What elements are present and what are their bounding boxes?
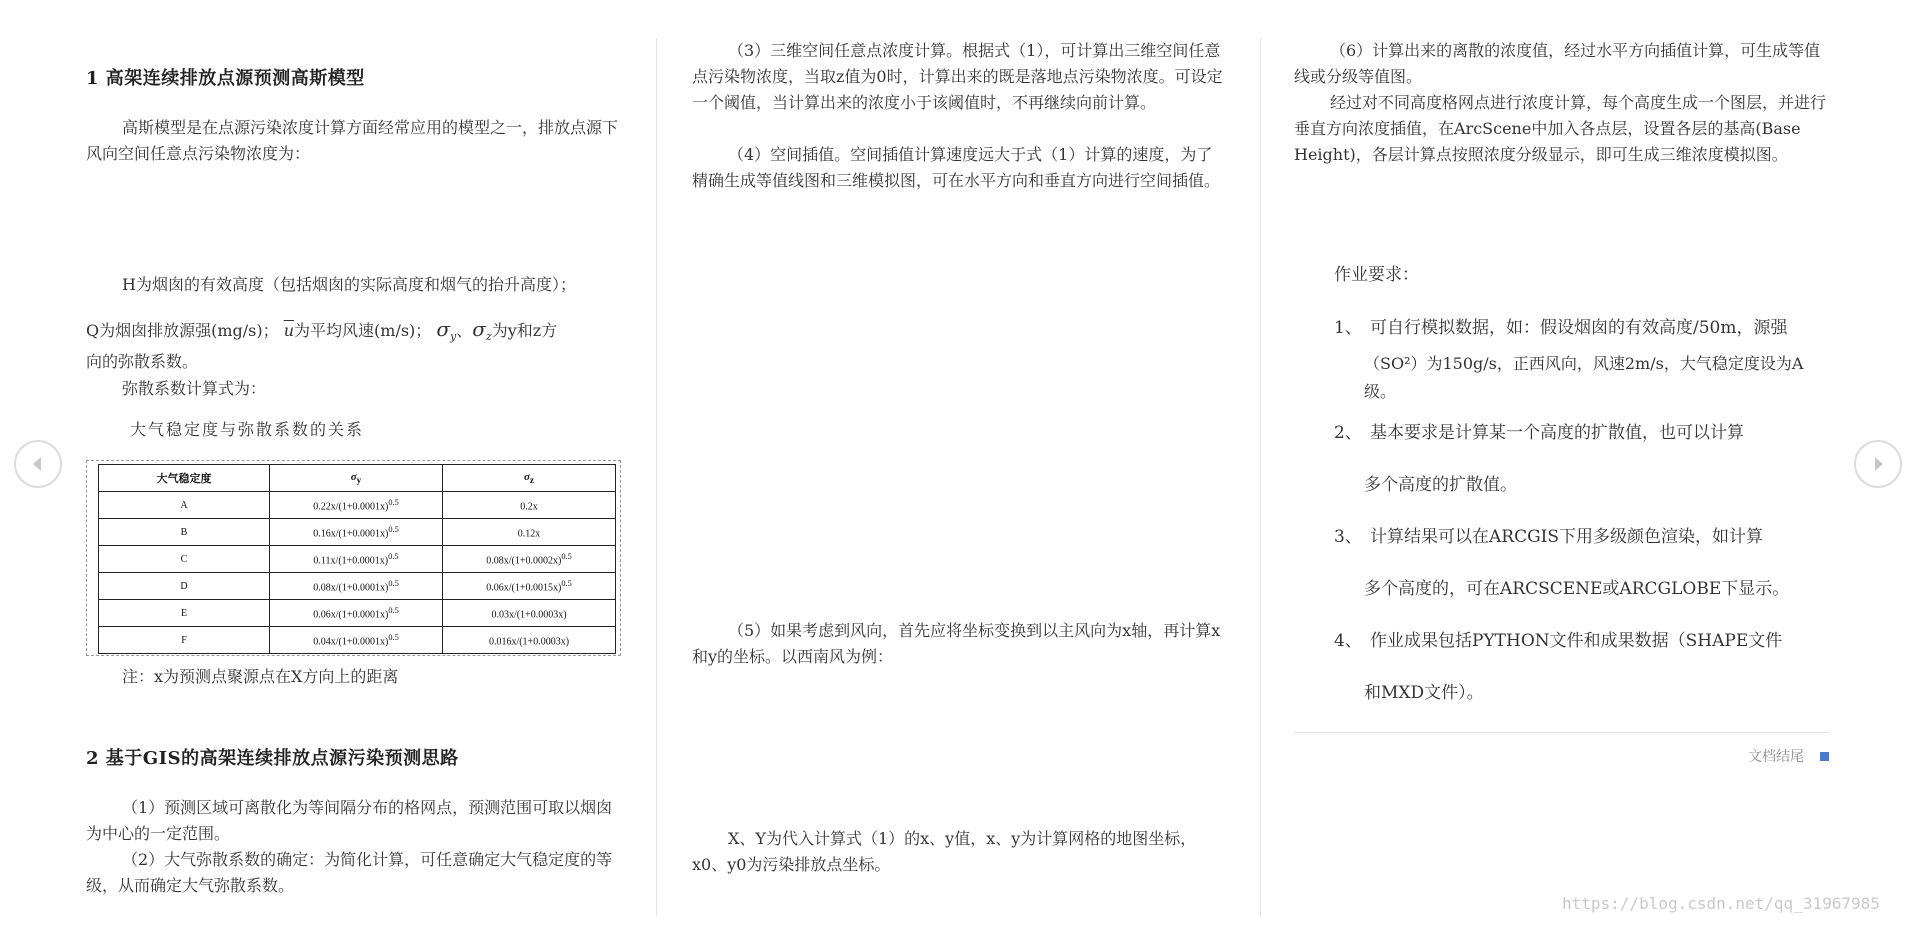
step-6-paragraph: （6）计算出来的离散的浓度值，经过水平方向插值计算，可生成等值线或分级等值图。 xyxy=(1294,41,1821,86)
h-definition: H为烟囱的有效高度（包括烟囱的实际高度和烟气的抬升高度）； xyxy=(122,275,576,294)
q-definition-cont: 向的弥散系数。 xyxy=(86,352,199,371)
page-column-1 xyxy=(86,0,622,926)
section-heading-1: 1 高架连续排放点源预测高斯模型 xyxy=(86,68,365,89)
step-1-paragraph: （1）预测区域可离散化为等间隔分布的格网点，预测范围可取以烟囱为中心的一定范围。 xyxy=(86,798,613,843)
table-row: D $0.08x/(1+0.0001x)^{0.5}$ $0.06x/(1+0.0015x)^{0.5}$ xyxy=(99,573,616,600)
requirements-title: 作业要求： xyxy=(1334,265,1419,285)
step-4-paragraph: （4）空间插值。空间插值计算速度远大于式（1）计算的速度，为了精确生成等值线图和三维模拟图，可在水平方向和垂直方向进行空间插值。 xyxy=(692,145,1221,190)
formula-intro: 弥散系数计算式为： xyxy=(122,379,267,398)
intro-paragraph: 高斯模型是在点源污染浓度计算方面经常应用的模型之一，排放点源下风向空间任意点污染物浓度为： xyxy=(86,118,619,163)
end-marker-icon xyxy=(1820,752,1829,761)
table-row: F $0.04x/(1+0.0001x)^{0.5}$ 0.016x/(1+0.0003x) xyxy=(99,627,616,654)
table-row: E $0.06x/(1+0.0001x)^{0.5}$ 0.03x/(1+0.0003x) xyxy=(99,600,616,627)
footer-divider xyxy=(1294,732,1830,733)
table-caption: 大气稳定度与弥散系数的关系 xyxy=(130,420,365,439)
chevron-right-icon xyxy=(1869,455,1887,473)
table-row: B $0.16x/(1+0.0001x)^{0.5}$ 0.12x xyxy=(99,519,616,546)
table-header-row: 大气稳定度 $\sigma_y$ $\sigma_z$ xyxy=(99,465,616,492)
layer-paragraph: 经过对不同高度格网点进行浓度计算，每个高度生成一个图层，并进行垂直方向浓度插值，在ArcScene中加入各点层，设置各层的基高(Base Height)，各层计算点按照浓度分级显示，即可生成三维浓度模拟图。 xyxy=(1294,93,1827,164)
page-column-3: （6）计算出来的离散的浓度值，经过水平方向插值计算，可生成等值线或分级等值图。 经过对不同高度格网点进行浓度计算，每个高度生成一个图层，并进行垂直方向浓度插值，在ArcScene中加入各点层，设置各层的基高(Base Height)，各层计算点按照浓度分级显示，即可生成三维浓度模拟图。 作业要求： 1、 可自行模拟数据，如：假设烟囱的有效高度/50m，源强 （SO²）为150g/s，正西风向，风速2m/s，大气稳定度设为A 级。 2、 基本要求是计算某一个高度的扩散值，也可以计算 多个高度的扩散值。 3、 计算结果可以在ARCGIS下用多级颜色渲染，如计算 多个高度的，可在ARCSCENE或ARCGLOBE下显示。 4、 作业成果包括PYTHON文件和成果数据（SHAPE文件 和MXD文件）。 xyxy=(1294,0,1830,926)
xy-definition-paragraph: X、Y为代入计算式（1）的x、y值，x、y为计算网格的地图坐标，x0、y0为污染排放点坐标。 xyxy=(692,829,1197,874)
u-symbol: $\overline{u}$ xyxy=(283,321,295,340)
table-row: C $0.11x/(1+0.0001x)^{0.5}$ $0.08x/(1+0.0002x)^{0.5}$ xyxy=(99,546,616,573)
next-page-button[interactable] xyxy=(1854,440,1902,488)
q-definition: Q为烟囱排放源强(mg/s)； $\overline{u}$为平均风速(m/s)； $\sigma_y$、$\sigma_z$为y和z方 xyxy=(86,317,558,344)
table-row: A $0.22x/(1+0.0001x)^{0.5}$ 0.2x xyxy=(99,492,616,519)
page-column-2 xyxy=(692,0,1228,926)
step-3-paragraph: （3）三维空间任意点浓度计算。根据式（1），可计算出三维空间任意点污染物浓度，当取z值为0时，计算出来的既是落地点污染物浓度。可设定一个阈值，当计算出来的浓度小于该阈值时，不再继续向前计算。 xyxy=(692,41,1223,112)
prev-page-button[interactable] xyxy=(14,440,62,488)
chevron-left-icon xyxy=(29,455,47,473)
step-2-paragraph: （2）大气弥散系数的确定：为简化计算，可任意确定大气稳定度的等级，从而确定大气弥散系数。 xyxy=(86,850,613,895)
table-note: 注：x为预测点聚源点在X方向上的距离 xyxy=(122,667,399,686)
step-5-paragraph: （5）如果考虑到风向，首先应将坐标变换到以主风向为x轴，再计算x和y的坐标。以西南风为例： xyxy=(692,621,1221,666)
column-divider xyxy=(656,38,657,916)
document-end-label: 文档结尾 xyxy=(1748,748,1804,764)
section-heading-2: 2 基于GIS的高架连续排放点源污染预测思路 xyxy=(86,748,459,769)
watermark: https://blog.csdn.net/qq_31967985 xyxy=(1562,894,1880,913)
column-divider xyxy=(1260,38,1261,916)
dispersion-table xyxy=(98,464,616,654)
